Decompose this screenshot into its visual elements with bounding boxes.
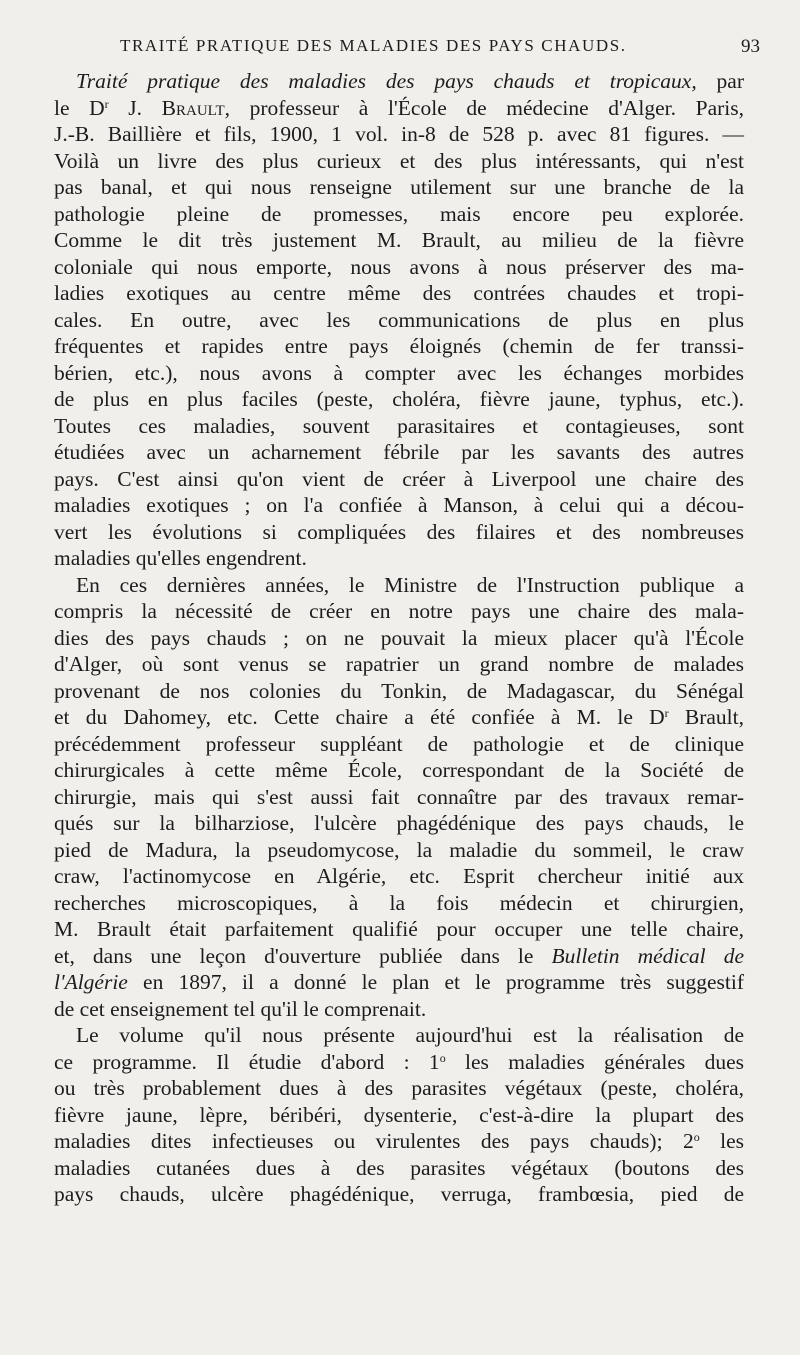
text-line: pas banal, et qui nous renseigne utilement sur une branche de la — [54, 175, 744, 199]
text-line: Comme le dit très justement M. Brault, au milieu de la fièvre — [54, 228, 744, 252]
text-line: ou très probablement dues à des parasites végétaux (peste, choléra, — [54, 1076, 744, 1100]
text-line: maladies cutanées dues à des parasites végétaux (boutons des — [54, 1155, 744, 1180]
text-line: En ces dernières années, le Ministre de l'Instruction publique a — [76, 572, 744, 597]
text-line: ladies exotiques au centre même des contrées chaudes et tropi- — [54, 281, 744, 305]
text-line: craw, l'actinomycose en Algérie, etc. Esprit chercheur initié aux — [54, 864, 744, 888]
text-line: l'Algérie en 1897, il a donné le plan et le programme très suggestif — [54, 970, 744, 994]
text-line: fièvre jaune, lèpre, béribéri, dysenterie, c'est-à-dire la plupart des — [54, 1102, 744, 1127]
text-line: coloniale qui nous emporte, nous avons à nous préserver des ma- — [54, 254, 744, 279]
text-line: de cet enseignement tel qu'il le comprenait. — [54, 996, 427, 1021]
text-line: recherches microscopiques, à la fois médecin et chirurgien, — [54, 890, 744, 915]
text-line: Voilà un livre des plus curieux et des plus intéressants, qui n'est — [54, 148, 744, 173]
text-line: dies des pays chauds ; on ne pouvait la mieux placer qu'à l'École — [54, 625, 744, 650]
text-line: maladies exotiques ; on l'a confiée à Manson, à celui qui a décou- — [54, 493, 744, 517]
text-line: Toutes ces maladies, souvent parasitaires et contagieuses, sont — [54, 413, 744, 438]
text-line: ce programme. Il étudie d'abord : 1$^o$ les maladies générales dues — [54, 1049, 744, 1074]
author-name: Brault — [161, 95, 225, 120]
text-line: et, dans une leçon d'ouverture publiée dans le Bulletin médical de — [54, 943, 744, 968]
text-line: fréquentes et rapides entre pays éloignés (chemin de fer transsi- — [54, 334, 744, 358]
text-line: maladies qu'elles engendrent. — [54, 546, 307, 570]
text-line: cales. En outre, avec les communications de plus en plus — [54, 307, 744, 332]
text-line: bérien, etc.), nous avons à compter avec les échanges morbides — [54, 360, 744, 385]
text-line: de plus en plus faciles (peste, choléra, fièvre jaune, typhus, etc.). — [54, 387, 744, 411]
text-line: pays. C'est ainsi qu'on vient de créer à Liverpool une chaire des — [54, 466, 744, 491]
journal-title: Bulletin médical de — [551, 943, 744, 968]
text-line: chirurgicales à cette même École, correspondant de la Société de — [54, 758, 744, 782]
text-line: précédemment professeur suppléant de pathologie et de clinique — [54, 731, 744, 756]
text-line: compris la nécessité de créer en notre pays une chaire des mala- — [54, 599, 744, 623]
text-line: provenant de nos colonies du Tonkin, de Madagascar, du Sénégal — [54, 678, 744, 703]
citation-line-2: le $D^r$ J. Brault, professeur à l'École de médecine d'Alger. Paris, — [54, 95, 745, 120]
text-line: d'Alger, où sont venus se rapatrier un grand nombre de malades — [54, 652, 744, 676]
page-number: 93 — [741, 36, 760, 57]
text-line: Le volume qu'il nous présente aujourd'hui est la réalisation de — [76, 1023, 744, 1047]
text-line: pathologie pleine de promesses, mais encore peu explorée. — [54, 201, 744, 226]
book-title: Traité pratique des maladies des pays chauds et tropicaux, — [76, 69, 697, 93]
text-line: étudiées avec un acharnement fébrile par les savants des autres — [54, 440, 744, 464]
running-head — [60, 36, 760, 62]
citation-line-1: Traité pratique des maladies des pays chauds et tropicaux, par — [76, 69, 745, 93]
text-line: vert les évolutions si compliquées des filaires et des nombreuses — [54, 519, 744, 544]
text-line: maladies dites infectieuses ou virulentes des pays chauds); 2$^o$ les — [54, 1129, 744, 1153]
text-line: chirurgie, mais qui s'est aussi fait connaître par des travaux remar- — [54, 784, 744, 809]
text-line: pied de Madura, la pseudomycose, la maladie du sommeil, le craw — [54, 837, 744, 862]
text-line: et du Dahomey, etc. Cette chaire a été confiée à M. le $D^r$ Brault, — [54, 705, 744, 729]
text-line: qués sur la bilharziose, l'ulcère phagédénique des pays chauds, le — [54, 811, 744, 835]
text-line: pays chauds, ulcère phagédénique, verruga, frambœsia, pied de — [54, 1182, 744, 1206]
text-line: M. Brault était parfaitement qualifié pour occuper une telle chaire, — [54, 917, 744, 941]
review-text — [54, 68, 744, 1208]
citation-line-3: J.-B. Baillière et fils, 1900, 1 vol. in-8 de 528 p. avec 81 figures. — — [54, 122, 744, 146]
journal-title: l'Algérie — [54, 970, 128, 994]
running-title: TRAITÉ PRATIQUE DES MALADIES DES PAYS CHAUDS. — [120, 36, 627, 55]
